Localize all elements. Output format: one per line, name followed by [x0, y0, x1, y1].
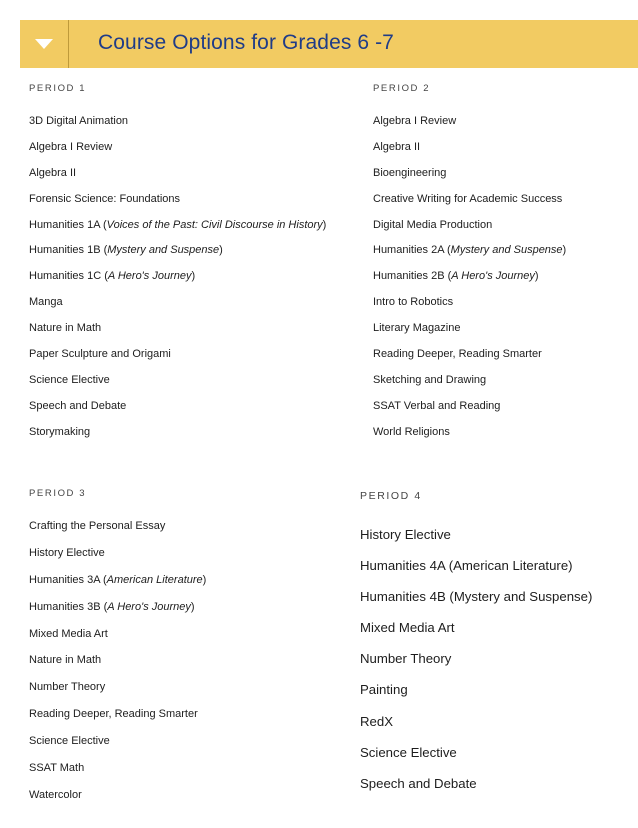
course-title: Science Elective: [29, 735, 110, 748]
course-title-close: ): [202, 573, 207, 586]
course-item: [29, 788, 329, 802]
course-title: Algebra I Review: [29, 140, 113, 153]
course-title-close: ): [322, 218, 327, 231]
course-subtitle: A Hero's Journey: [451, 270, 535, 283]
course-title: Digital Media Production: [373, 218, 493, 231]
course-title: Sketching and Drawing: [373, 373, 487, 386]
course-item: [373, 166, 633, 180]
course-item: [373, 373, 633, 387]
period-2-course-list: [373, 114, 633, 451]
course-subtitle: A Hero's Journey: [107, 270, 192, 283]
course-item: [373, 243, 633, 257]
course-item: [360, 650, 635, 667]
course-item: [29, 425, 329, 439]
accordion-toggle-button[interactable]: [20, 20, 68, 68]
period-4-course-list: [360, 526, 635, 806]
course-title: Painting: [360, 682, 408, 698]
course-item: [29, 761, 329, 775]
course-item: [29, 399, 329, 413]
period-1-course-list: [29, 114, 329, 451]
course-item: [29, 546, 329, 560]
course-item: [373, 218, 633, 232]
course-title: Literary Magazine: [373, 322, 461, 335]
period-3-course-list: [29, 519, 329, 815]
course-item: [373, 295, 633, 309]
course-item: [29, 321, 329, 335]
course-item: [360, 619, 635, 636]
course-subtitle: Voices of the Past: Civil Discourse in History: [106, 218, 323, 231]
course-item: [29, 707, 329, 721]
course-item: [29, 166, 329, 180]
course-title: Creative Writing for Academic Success: [373, 192, 563, 205]
course-title: Algebra II: [29, 166, 77, 179]
course-title: Intro to Robotics: [373, 296, 454, 309]
course-item: [360, 557, 635, 574]
period-2-label: PERIOD 2: [373, 83, 431, 94]
accordion-header[interactable]: [20, 20, 638, 68]
course-item: [29, 653, 329, 667]
course-item: [29, 295, 329, 309]
course-item: [373, 321, 633, 335]
course-item: [29, 573, 329, 587]
course-title: Humanities 3B (: [29, 600, 108, 613]
course-title-close: ): [534, 270, 539, 283]
course-title: History Elective: [360, 527, 451, 542]
course-subtitle: American Literature: [106, 573, 203, 586]
course-title: Humanities 1A (: [29, 218, 107, 231]
course-item: [29, 140, 329, 154]
course-item: [29, 114, 329, 128]
course-title: History Elective: [29, 546, 105, 559]
course-title: Crafting the Personal Essay: [29, 520, 166, 532]
course-title: Mixed Media Art: [29, 627, 108, 640]
course-title: Science Elective: [29, 373, 110, 386]
course-title: Nature in Math: [29, 322, 102, 335]
course-item: [29, 519, 329, 533]
course-item: [29, 627, 329, 641]
course-title: Science Elective: [360, 744, 457, 760]
course-title: RedX: [360, 713, 393, 729]
course-subtitle: A Hero's Journey: [107, 600, 191, 613]
course-item: [360, 526, 635, 543]
course-title: Humanities 2B (: [373, 270, 452, 283]
course-title: Humanities 3A (: [29, 573, 107, 586]
course-title: Humanities 1C (: [29, 270, 108, 283]
course-item: [373, 269, 633, 283]
course-title: Watercolor: [29, 788, 82, 801]
course-title: Paper Sculpture and Origami: [29, 348, 171, 361]
course-title: Speech and Debate: [29, 399, 127, 412]
course-title: Humanities 1B (: [29, 244, 108, 257]
period-4-label: PERIOD 4: [360, 490, 422, 502]
course-title: 3D Digital Animation: [29, 115, 129, 127]
course-item: [29, 680, 329, 694]
course-item: [373, 114, 633, 128]
course-title: Reading Deeper, Reading Smarter: [373, 348, 542, 361]
course-title-close: ): [191, 270, 196, 283]
course-item: [29, 600, 329, 614]
course-item: [360, 681, 635, 698]
course-title: Algebra I Review: [373, 115, 457, 127]
course-title: World Religions: [373, 425, 450, 438]
course-title: Manga: [29, 296, 63, 309]
course-title: Forensic Science: Foundations: [29, 192, 181, 205]
course-item: [373, 140, 633, 154]
course-title: Reading Deeper, Reading Smarter: [29, 708, 198, 721]
course-title: SSAT Math: [29, 762, 85, 775]
course-title-close: ): [219, 244, 223, 257]
course-item: [373, 425, 633, 439]
course-item: [29, 347, 329, 361]
course-item: [29, 734, 329, 748]
course-item: [29, 373, 329, 387]
course-title: Speech and Debate: [360, 775, 477, 791]
course-title: Number Theory: [360, 651, 452, 667]
course-item: [360, 744, 635, 761]
page-title: Course Options for Grades 6 -7: [98, 31, 394, 54]
period-1-label: PERIOD 1: [29, 83, 87, 94]
course-item: [373, 399, 633, 413]
period-3-label: PERIOD 3: [29, 488, 87, 499]
course-title: Humanities 2A (: [373, 244, 451, 257]
course-title: Storymaking: [29, 425, 91, 438]
course-title-close: ): [562, 244, 567, 257]
course-subtitle: Mystery and Suspense: [107, 244, 220, 257]
course-item: [360, 588, 635, 605]
course-subtitle: Mystery and Suspense: [450, 244, 563, 257]
course-item: [373, 192, 633, 206]
chevron-down-icon: [35, 39, 53, 49]
course-item: [29, 269, 329, 283]
course-item: [360, 775, 635, 792]
course-title: Nature in Math: [29, 654, 102, 667]
course-title: Mixed Media Art: [360, 620, 455, 636]
course-title: SSAT Verbal and Reading: [373, 399, 501, 412]
header-divider: [68, 20, 69, 68]
course-item: [373, 347, 633, 361]
course-title: Humanities 4B (Mystery and Suspense): [360, 589, 593, 605]
course-title-close: ): [190, 600, 195, 613]
course-item: [29, 243, 329, 257]
course-item: [29, 192, 329, 206]
course-title: Bioengineering: [373, 166, 447, 179]
course-title: Number Theory: [29, 681, 106, 694]
course-title: Humanities 4A (American Literature): [360, 558, 573, 574]
course-item: [360, 713, 635, 730]
course-title: Algebra II: [373, 140, 421, 153]
course-item: [29, 218, 329, 232]
